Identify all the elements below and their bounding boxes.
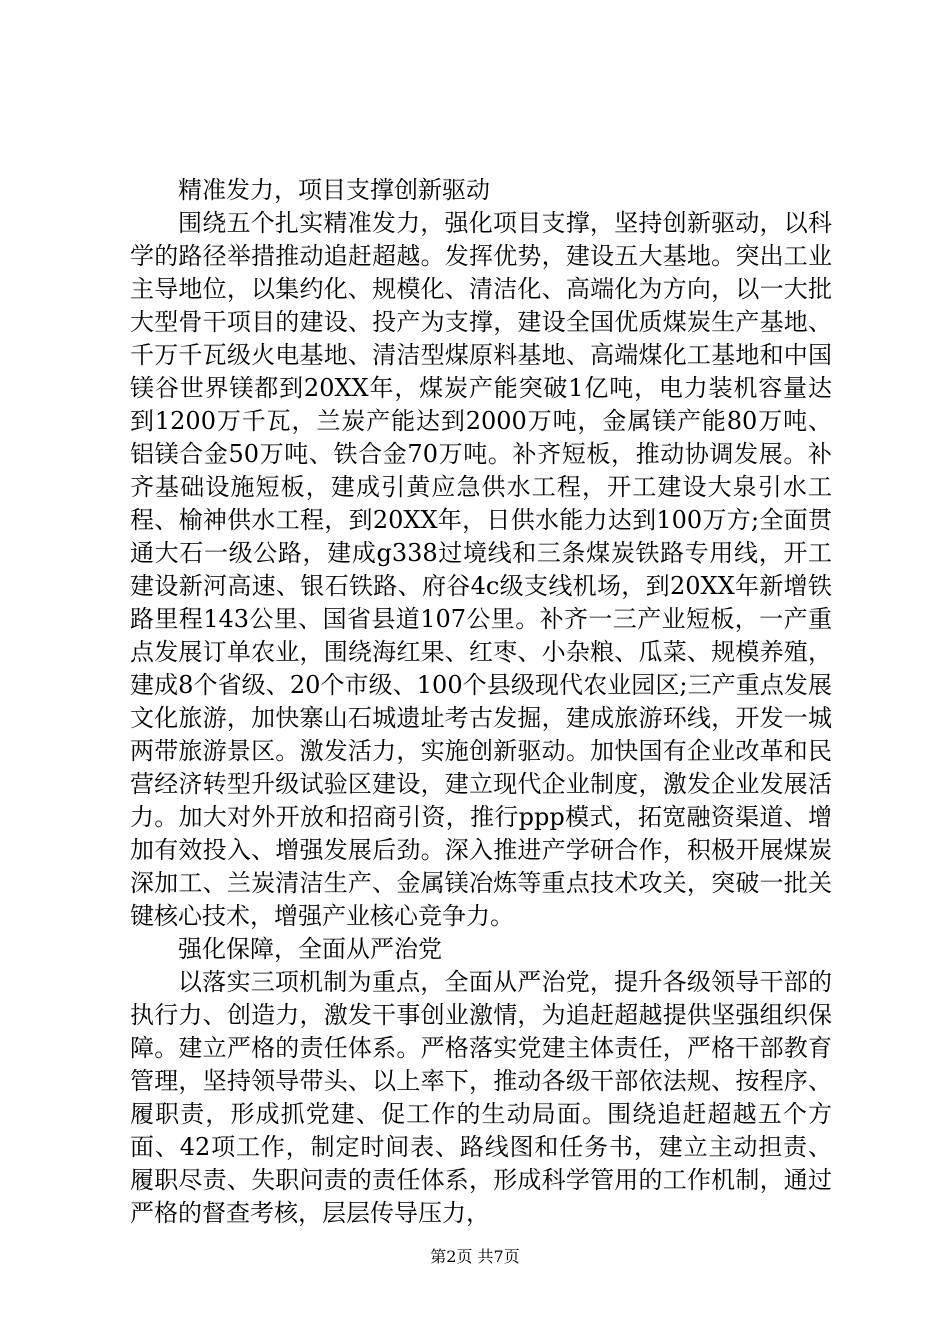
page-footer: 第2页 共7页: [430, 1247, 520, 1266]
section-heading-1: 精准发力，项目支撑创新驱动: [178, 176, 490, 204]
section-paragraph-1: 围绕五个扎实精准发力，强化项目支撑，坚持创新驱动，以科学的路径举措推动追赶超越。发挥优势，建设五大基地。突出工业主导地位，以集约化、规模化、清洁化、高端化为方向，以一大批大型骨干项目的建设、投产为支撑，建设全国优质煤炭生产基地、千万千瓦级火电基地、清洁型煤原料基地、高端煤化工基地和中国镁谷世界镁都到20XX年，煤炭产能突破1亿吨，电力装机容量达到1200万千瓦，兰炭产能达到2000万吨，金属镁产能80万吨、铝镁合金50万吨、铁合金70万吨。补齐短板，推动协调发展。补齐基础设施短板，建成引黄应急供水工程，开工建设大泉引水工程、榆神供水工程，到20XX年，日供水能力达到100万方;全面贯通大石一级公路，建成g338过境线和三条煤炭铁路专用线，开工建设新河高速、银石铁路、府谷4c级支线机场，到20XX年新增铁路里程143公里、国省县道107公里。补齐一三产业短板，一产重点发展订单农业，围绕海红果、红枣、小杂粮、瓜菜、规模养殖，建成8个省级、20个市级、100个县级现代农业园区;三产重点发展文化旅游，加快寨山石城遗址考古发掘，建成旅游环线，开发一城两带旅游景区。激发活力，实施创新驱动。加快国有企业改革和民营经济转型升级试验区建设，建立现代企业制度，激发企业发展活力。加大对外开放和招商引资，推行ppp模式，拓宽融资渠道、增加有效投入、增强发展后劲。深入推进产学研合作，积极开展煤炭深加工、兰炭清洁生产、金属镁冶炼等重点技术攻关，突破一批关键核心技术，增强产业核心竞争力。: [130, 209, 832, 930]
section-heading-2: 强化保障，全面从严治党: [178, 935, 442, 963]
document-body: [130, 174, 832, 1230]
section-paragraph-2: 以落实三项机制为重点，全面从严治党，提升各级领导干部的执行力、创造力，激发干事创业激情，为追赶超越提供坚强组织保障。建立严格的责任体系。严格落实党建主体责任，严格干部教育管理，坚持领导带头、以上率下，推动各级干部依法规、按程序、履职责，形成抓党建、促工作的生动局面。围绕追赶超越五个方面、42项工作，制定时间表、路线图和任务书，建立主动担责、履职尽责、失职问责的责任体系，形成科学管用的工作机制，通过严格的督查考核，层层传导压力，: [130, 968, 832, 1227]
